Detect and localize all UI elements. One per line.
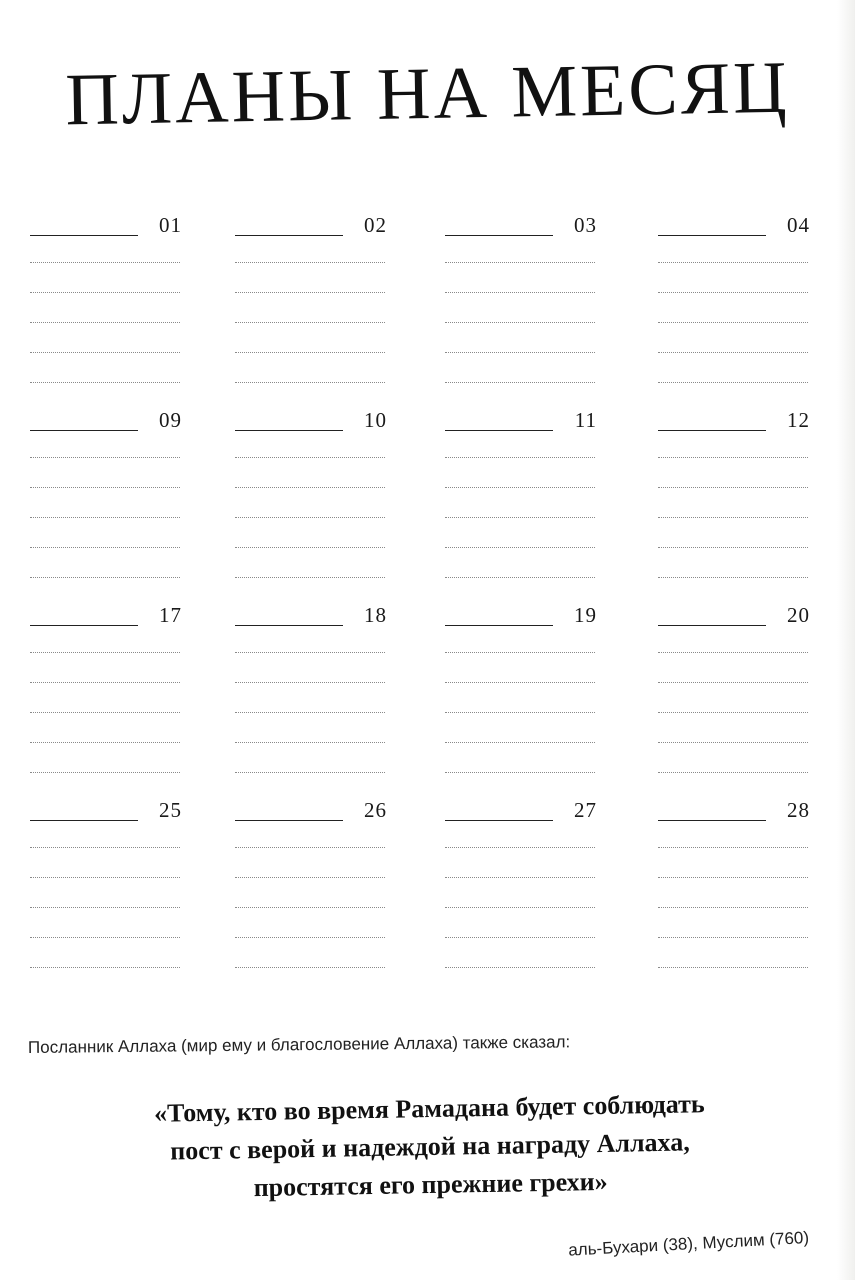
note-line[interactable] xyxy=(235,487,385,488)
note-line[interactable] xyxy=(658,322,808,323)
quote-intro: Посланник Аллаха (мир ему и благословение Аллаха) также сказал: xyxy=(27,1032,571,1057)
day-number: 04 xyxy=(787,213,810,237)
day-header xyxy=(445,200,597,240)
note-line[interactable] xyxy=(658,847,808,848)
day-number: 25 xyxy=(159,798,182,822)
note-line[interactable] xyxy=(30,742,180,743)
day-title-write-line[interactable] xyxy=(658,625,766,626)
note-line[interactable] xyxy=(30,577,180,578)
day-number: 26 xyxy=(364,798,387,822)
note-line[interactable] xyxy=(445,262,595,263)
note-line[interactable] xyxy=(235,877,385,878)
note-line[interactable] xyxy=(30,937,180,938)
day-number: 27 xyxy=(574,798,597,822)
day-title-write-line[interactable] xyxy=(30,820,138,821)
day-block xyxy=(658,785,810,955)
day-number: 28 xyxy=(787,798,810,822)
day-header xyxy=(235,590,387,630)
day-header xyxy=(235,200,387,240)
note-line[interactable] xyxy=(658,457,808,458)
note-line[interactable] xyxy=(30,322,180,323)
note-line[interactable] xyxy=(30,517,180,518)
note-line[interactable] xyxy=(445,457,595,458)
hadith-quote xyxy=(59,1084,801,1211)
note-line[interactable] xyxy=(445,352,595,353)
day-title-write-line[interactable] xyxy=(445,625,553,626)
day-number: 03 xyxy=(574,213,597,237)
note-line[interactable] xyxy=(30,457,180,458)
day-title-write-line[interactable] xyxy=(30,235,138,236)
note-line[interactable] xyxy=(658,547,808,548)
note-line[interactable] xyxy=(30,967,180,968)
page-title: ПЛАНЫ НА МЕСЯЦ xyxy=(64,46,791,142)
note-line[interactable] xyxy=(658,877,808,878)
note-line[interactable] xyxy=(235,907,385,908)
day-header xyxy=(658,200,810,240)
note-line[interactable] xyxy=(445,682,595,683)
day-header xyxy=(30,395,182,435)
day-number: 20 xyxy=(787,603,810,627)
note-line[interactable] xyxy=(30,652,180,653)
note-line[interactable] xyxy=(445,652,595,653)
note-line[interactable] xyxy=(445,937,595,938)
day-header xyxy=(658,590,810,630)
day-header xyxy=(235,785,387,825)
day-block xyxy=(30,200,182,370)
note-line[interactable] xyxy=(235,577,385,578)
day-block xyxy=(658,590,810,760)
day-block xyxy=(235,395,387,565)
day-title-write-line[interactable] xyxy=(30,430,138,431)
note-line[interactable] xyxy=(235,517,385,518)
day-block xyxy=(445,200,597,370)
note-line[interactable] xyxy=(30,907,180,908)
note-line[interactable] xyxy=(235,547,385,548)
note-line[interactable] xyxy=(235,262,385,263)
day-title-write-line[interactable] xyxy=(445,820,553,821)
note-line[interactable] xyxy=(235,847,385,848)
day-header xyxy=(30,785,182,825)
note-line[interactable] xyxy=(235,772,385,773)
note-line[interactable] xyxy=(445,322,595,323)
note-line[interactable] xyxy=(658,682,808,683)
note-line[interactable] xyxy=(235,937,385,938)
day-title-write-line[interactable] xyxy=(30,625,138,626)
note-line[interactable] xyxy=(658,577,808,578)
note-line[interactable] xyxy=(235,382,385,383)
note-line[interactable] xyxy=(658,907,808,908)
note-line[interactable] xyxy=(658,652,808,653)
day-block xyxy=(30,785,182,955)
page-edge xyxy=(837,0,855,1280)
note-line[interactable] xyxy=(658,292,808,293)
day-title-write-line[interactable] xyxy=(445,235,553,236)
day-block xyxy=(445,785,597,955)
day-title-write-line[interactable] xyxy=(235,625,343,626)
note-line[interactable] xyxy=(658,382,808,383)
note-line[interactable] xyxy=(30,772,180,773)
day-block xyxy=(235,200,387,370)
quote-line: простятся его прежние грехи» xyxy=(253,1166,608,1203)
day-header xyxy=(445,785,597,825)
note-line[interactable] xyxy=(445,547,595,548)
day-title-write-line[interactable] xyxy=(235,430,343,431)
day-header xyxy=(658,785,810,825)
day-number: 18 xyxy=(364,603,387,627)
day-block xyxy=(658,200,810,370)
month-plan-grid xyxy=(30,180,810,960)
note-line[interactable] xyxy=(445,967,595,968)
note-line[interactable] xyxy=(235,967,385,968)
day-title-write-line[interactable] xyxy=(445,430,553,431)
day-title-write-line[interactable] xyxy=(658,820,766,821)
day-number: 02 xyxy=(364,213,387,237)
note-line[interactable] xyxy=(445,772,595,773)
day-header xyxy=(658,395,810,435)
note-line[interactable] xyxy=(445,877,595,878)
note-line[interactable] xyxy=(30,712,180,713)
day-number: 17 xyxy=(159,603,182,627)
note-line[interactable] xyxy=(30,487,180,488)
note-line[interactable] xyxy=(658,937,808,938)
day-number: 12 xyxy=(787,408,810,432)
day-header xyxy=(235,395,387,435)
note-line[interactable] xyxy=(30,847,180,848)
note-line[interactable] xyxy=(658,487,808,488)
note-line[interactable] xyxy=(235,292,385,293)
day-title-write-line[interactable] xyxy=(658,235,766,236)
note-line[interactable] xyxy=(235,742,385,743)
day-block xyxy=(30,395,182,565)
day-title-write-line[interactable] xyxy=(235,235,343,236)
quote-line: пост с верой и надеждой на награду Аллаха, xyxy=(170,1127,690,1166)
quote-source: аль-Бухари (38), Муслим (760) xyxy=(567,1228,810,1260)
note-line[interactable] xyxy=(445,292,595,293)
day-number: 11 xyxy=(574,408,597,432)
note-line[interactable] xyxy=(235,652,385,653)
note-line[interactable] xyxy=(445,907,595,908)
note-line[interactable] xyxy=(658,712,808,713)
note-line[interactable] xyxy=(235,322,385,323)
note-line[interactable] xyxy=(445,847,595,848)
day-block xyxy=(658,395,810,565)
note-line[interactable] xyxy=(658,352,808,353)
note-line[interactable] xyxy=(658,772,808,773)
note-line[interactable] xyxy=(30,292,180,293)
day-block xyxy=(30,590,182,760)
note-line[interactable] xyxy=(658,967,808,968)
note-line[interactable] xyxy=(445,517,595,518)
note-line[interactable] xyxy=(658,742,808,743)
note-line[interactable] xyxy=(30,262,180,263)
day-number: 01 xyxy=(159,213,182,237)
note-line[interactable] xyxy=(30,382,180,383)
day-block xyxy=(445,395,597,565)
day-block xyxy=(235,590,387,760)
note-line[interactable] xyxy=(30,547,180,548)
day-block xyxy=(445,590,597,760)
quote-line: «Тому, кто во время Рамадана будет соблюдать xyxy=(153,1089,705,1128)
note-line[interactable] xyxy=(30,877,180,878)
day-header xyxy=(30,590,182,630)
note-line[interactable] xyxy=(30,352,180,353)
day-number: 10 xyxy=(364,408,387,432)
note-line[interactable] xyxy=(30,682,180,683)
note-line[interactable] xyxy=(445,712,595,713)
note-line[interactable] xyxy=(235,712,385,713)
day-header xyxy=(30,200,182,240)
note-line[interactable] xyxy=(658,517,808,518)
note-line[interactable] xyxy=(235,682,385,683)
day-block xyxy=(235,785,387,955)
day-number: 09 xyxy=(159,408,182,432)
note-line[interactable] xyxy=(445,577,595,578)
note-line[interactable] xyxy=(445,382,595,383)
note-line[interactable] xyxy=(235,352,385,353)
day-number: 19 xyxy=(574,603,597,627)
day-header xyxy=(445,395,597,435)
note-line[interactable] xyxy=(445,487,595,488)
note-line[interactable] xyxy=(235,457,385,458)
note-line[interactable] xyxy=(445,742,595,743)
note-line[interactable] xyxy=(658,262,808,263)
day-header xyxy=(445,590,597,630)
day-title-write-line[interactable] xyxy=(235,820,343,821)
day-title-write-line[interactable] xyxy=(658,430,766,431)
